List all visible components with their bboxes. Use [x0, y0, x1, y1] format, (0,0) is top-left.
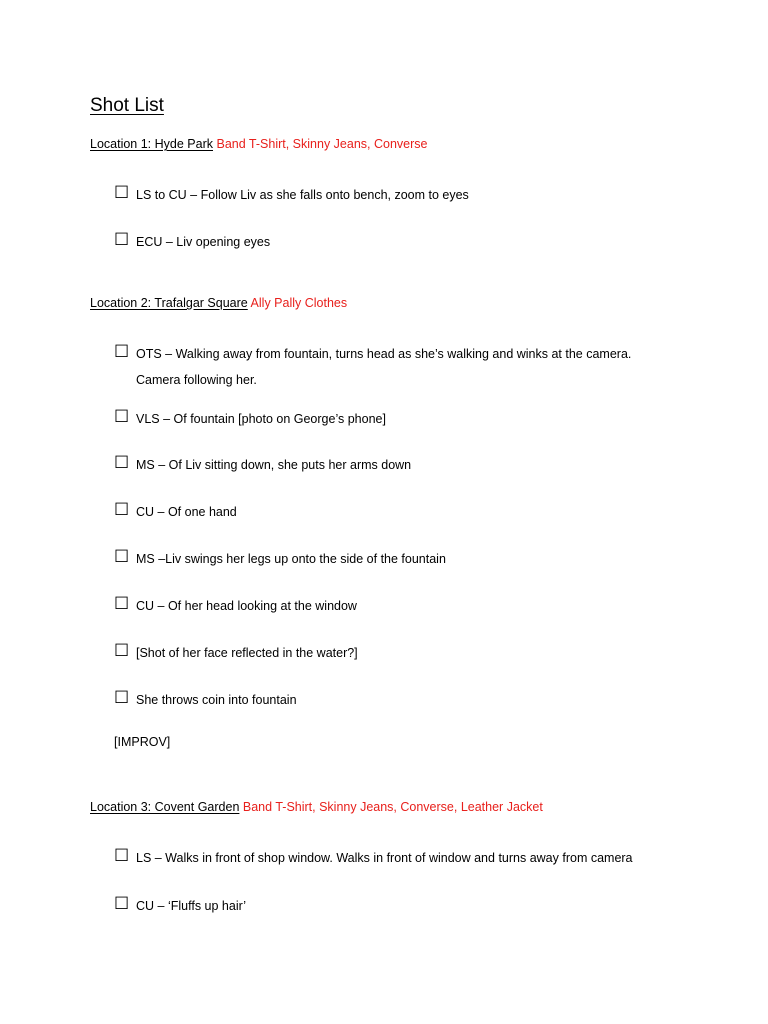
- shot-description: OTS – Walking away from fountain, turns head as she’s walking and winks at the camera. Camera following her.: [136, 347, 632, 387]
- shot-item: [114, 499, 674, 525]
- shot-item: [114, 687, 674, 713]
- shot-item: [114, 593, 674, 619]
- checkbox-icon[interactable]: ☐: [114, 342, 130, 362]
- checkbox-icon[interactable]: ☐: [114, 894, 130, 914]
- checkbox-icon[interactable]: ☐: [114, 407, 130, 427]
- page-title: Shot List: [90, 95, 164, 116]
- location-heading: [90, 294, 347, 312]
- shot-description: LS to CU – Follow Liv as she falls onto bench, zoom to eyes: [136, 188, 469, 202]
- shot-item: [114, 546, 674, 572]
- costume-note: Ally Pally Clothes: [250, 296, 348, 310]
- shot-item: [114, 640, 674, 666]
- shot-description: MS – Of Liv sitting down, she puts her arms down: [136, 458, 412, 472]
- location-name: Location 1: Hyde Park: [90, 137, 213, 151]
- shot-item: [114, 845, 674, 871]
- shot-item: [114, 452, 674, 478]
- checkbox-icon[interactable]: ☐: [114, 230, 130, 250]
- checkbox-icon[interactable]: ☐: [114, 183, 130, 203]
- shot-description: ECU – Liv opening eyes: [136, 235, 271, 249]
- checkbox-icon[interactable]: ☐: [114, 594, 130, 614]
- costume-note: Band T-Shirt, Skinny Jeans, Converse: [216, 137, 428, 151]
- improv-note: [IMPROV]: [114, 735, 171, 749]
- checkbox-icon[interactable]: ☐: [114, 688, 130, 708]
- shot-description: MS –Liv swings her legs up onto the side of the fountain: [136, 552, 446, 566]
- checkbox-icon[interactable]: ☐: [114, 547, 130, 567]
- location-name: Location 3: Covent Garden: [90, 800, 240, 814]
- shot-description: CU – Of one hand: [136, 505, 237, 519]
- location-heading: [90, 135, 427, 153]
- shot-item: [114, 229, 674, 255]
- shot-item: [114, 893, 674, 919]
- location-heading: [90, 798, 543, 816]
- shot-item: [114, 406, 674, 432]
- checkbox-icon[interactable]: ☐: [114, 846, 130, 866]
- shot-description: [Shot of her face reflected in the water?]: [136, 646, 358, 660]
- shot-item: [114, 341, 674, 393]
- checkbox-icon[interactable]: ☐: [114, 453, 130, 473]
- shot-description: LS – Walks in front of shop window. Walks in front of window and turns away from camera: [136, 851, 633, 865]
- checkbox-icon[interactable]: ☐: [114, 641, 130, 661]
- shot-description: VLS – Of fountain [photo on George’s phone]: [136, 412, 386, 426]
- costume-note: Band T-Shirt, Skinny Jeans, Converse, Leather Jacket: [242, 800, 543, 814]
- checkbox-icon[interactable]: ☐: [114, 500, 130, 520]
- shot-item: [114, 182, 674, 208]
- shot-description: She throws coin into fountain: [136, 693, 297, 707]
- shot-description: CU – Of her head looking at the window: [136, 599, 357, 613]
- shot-description: CU – ‘Fluffs up hair’: [136, 899, 246, 913]
- location-name: Location 2: Trafalgar Square: [90, 296, 248, 310]
